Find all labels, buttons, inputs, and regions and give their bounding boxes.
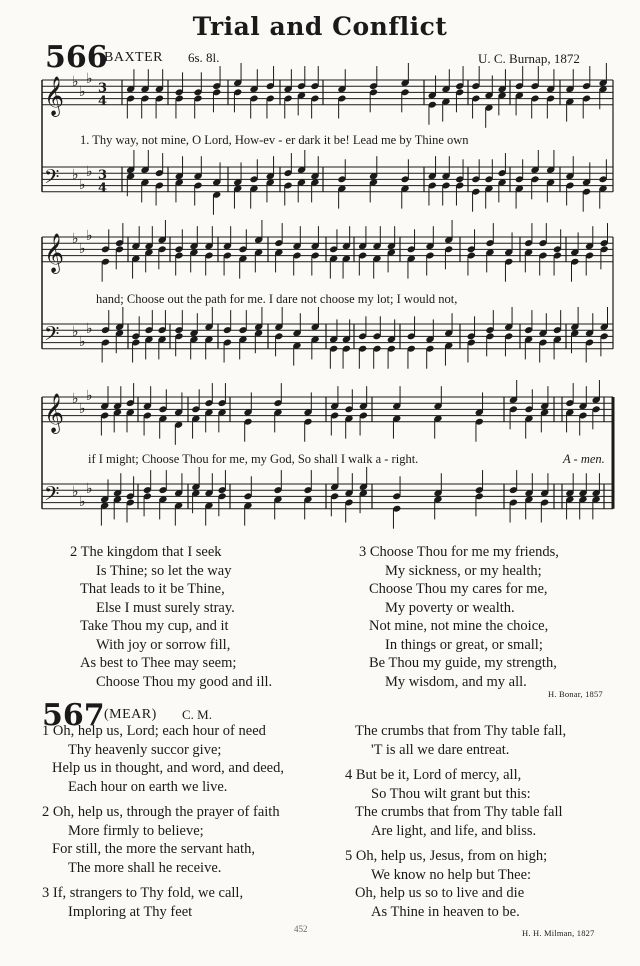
- flat-icon: ♭: [72, 324, 79, 340]
- author-credit: H. Bonar, 1857: [548, 689, 603, 699]
- flat-icon: ♭: [79, 401, 86, 417]
- meter-2: C. M.: [182, 707, 212, 722]
- flat-icon: ♭: [86, 164, 93, 180]
- flat-icon: ♭: [72, 391, 79, 407]
- flat-icon: ♭: [79, 241, 86, 257]
- treble-clef-icon: 𝄞: [44, 393, 65, 433]
- flat-icon: ♭: [72, 231, 79, 247]
- flat-icon: ♭: [72, 167, 79, 183]
- flat-icon: ♭: [72, 484, 79, 500]
- flat-icon: ♭: [86, 321, 93, 337]
- bass-clef-icon: 𝄢: [44, 322, 60, 350]
- verse-3: 3 Choose Thou for me my friends, My sickness, or my health; Choose Thou my cares for me, My poverty or wealth. Not mine, not mine the choice, In things or great, or small; Be Thou my guide, my strength, My wisdom, and my all.: [359, 544, 559, 690]
- lyric-line-1: 1. Thy way, not mine, O Lord, How-ev - er dark it be! Lead me by Thine own: [80, 133, 469, 147]
- treble-clef-icon: 𝄞: [44, 76, 65, 116]
- amen-lyric: A - men.: [563, 452, 605, 466]
- flat-icon: ♭: [86, 388, 93, 404]
- flat-icon: ♭: [79, 177, 86, 193]
- flat-icon: ♭: [79, 334, 86, 350]
- flat-icon: ♭: [86, 71, 93, 87]
- bass-clef-icon: 𝄢: [44, 482, 60, 510]
- time-signature: 3: [98, 81, 108, 96]
- flat-icon: ♭: [79, 494, 86, 510]
- flat-icon: ♭: [86, 228, 93, 244]
- verses-right: The crumbs that from Thy table fall, 'T is all we dare entreat. 4 But be it, Lord of mercy, all, So Thou wilt grant but this: The crumbs that from Thy table fall Are light, and life, and bliss. 5 Oh, help us, Jesus, from on high; We know no help but Thee: Oh, help us so to live and die As Thine in heaven to be.: [345, 723, 567, 920]
- meter: 6s. 8l.: [188, 50, 220, 65]
- tune-name: BAXTER: [104, 50, 163, 65]
- flat-icon: ♭: [72, 74, 79, 90]
- tune-name-2: (MEAR): [104, 707, 157, 722]
- hymn-number-2: 567: [42, 698, 105, 733]
- bass-clef-icon: 𝄢: [44, 165, 60, 193]
- verses-left: 1 Oh, help us, Lord; each hour of need Thy heavenly succor give; Help us in thought, and word, and deed, Each hour on earth we live. 2 Oh, help us, through the prayer of faith More firmly to believe; For still, the more the servant hath, The more shall he receive. 3 If, strangers to Thy fold, we call, Imploring at Thy feet: [42, 723, 284, 920]
- flat-icon: ♭: [86, 481, 93, 497]
- lyric-line-2: hand; Choose out the path for me. I dare not choose my lot; I would not,: [96, 292, 458, 306]
- author-credit-2: H. H. Milman, 1827: [522, 928, 595, 938]
- treble-clef-icon: 𝄞: [44, 233, 65, 273]
- time-signature: 3: [98, 168, 108, 183]
- time-signature: 4: [98, 94, 108, 109]
- page-title: Trial and Conflict: [192, 12, 448, 41]
- flat-icon: ♭: [79, 84, 86, 100]
- time-signature: 4: [98, 181, 108, 196]
- verse-2: 2 The kingdom that I seek Is Thine; so let the way That leads to it be Thine, Else I must surely stray. Take Thou my cup, and it With joy or sorrow fill, As best to Thee may seem; Choose Thou my good and ill.: [70, 544, 273, 690]
- hymn-number: 566: [45, 40, 108, 75]
- lyric-line-3: if I might; Choose Thou for me, my God, So shall I walk a - right.: [88, 452, 419, 466]
- composer: U. C. Burnap, 1872: [478, 51, 580, 66]
- page-number: 452: [294, 924, 308, 934]
